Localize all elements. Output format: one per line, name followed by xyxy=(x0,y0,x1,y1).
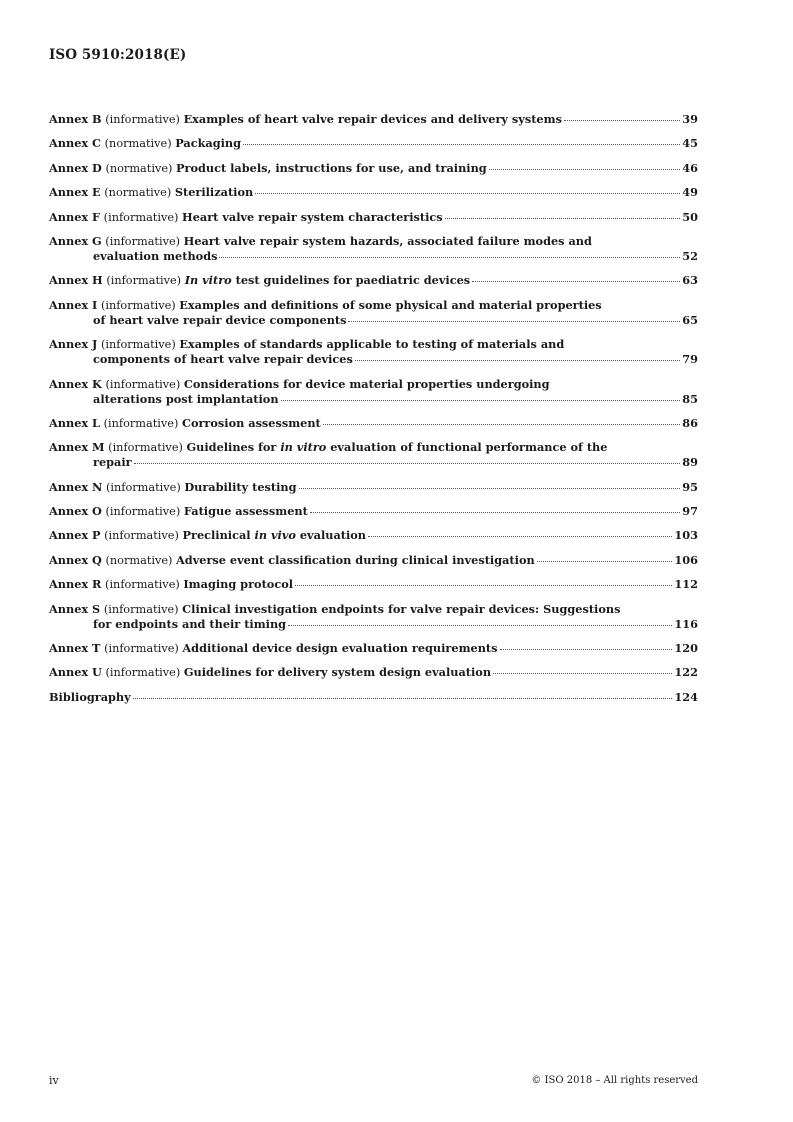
toc-entry-page: 45 xyxy=(682,136,698,151)
toc-entry-title: alterations post implantation xyxy=(93,391,279,406)
toc-entry-title: Imaging protocol xyxy=(183,577,294,592)
toc-entry-label: Annex O xyxy=(49,504,102,519)
toc-entry-type: (informative) xyxy=(108,441,183,455)
toc-entry-page: 65 xyxy=(682,312,698,327)
toc-entry-title: Heart valve repair system characteristics xyxy=(182,209,443,224)
dot-leader xyxy=(564,120,680,121)
toc-entry-type: (informative) xyxy=(105,234,181,248)
toc-entry-title: Considerations for device material properties undergoing xyxy=(183,376,550,391)
toc-entry-type: (informative) xyxy=(105,505,181,519)
dot-leader xyxy=(288,625,672,626)
toc-entry-title: Fatigue assessment xyxy=(183,504,308,519)
toc-entry-title: evaluation methods xyxy=(93,248,218,263)
toc-entry-type: (informative) xyxy=(105,578,180,592)
toc-entry-page: 63 xyxy=(682,273,698,288)
dot-leader xyxy=(323,424,680,425)
toc-entry-title: Examples of standards applicable to testing of materials and xyxy=(179,337,565,352)
toc-entry[interactable] xyxy=(49,641,698,656)
toc-entry-label: Annex G xyxy=(49,233,102,248)
toc-entry-page: 49 xyxy=(682,185,698,200)
toc-entry-title: Examples and definitions of some physical and material properties xyxy=(179,297,602,312)
toc-entry-type: (informative) xyxy=(105,480,181,494)
toc-entry[interactable] xyxy=(49,298,698,328)
toc-entry[interactable] xyxy=(49,112,698,127)
dot-leader xyxy=(310,512,680,513)
dot-leader xyxy=(133,698,673,699)
toc-entry-title: Product labels, instructions for use, and training xyxy=(176,160,487,175)
toc-entry-type: (informative) xyxy=(103,602,179,616)
toc-entry-page: 103 xyxy=(674,528,698,543)
toc-entry-label: Annex D xyxy=(49,160,102,175)
toc-entry[interactable] xyxy=(49,273,698,288)
toc-entry-title: Durability testing xyxy=(184,479,297,494)
toc-entry-title: Corrosion assessment xyxy=(181,415,321,430)
toc-entry[interactable] xyxy=(49,234,698,264)
toc-entry-title: for endpoints and their timing xyxy=(93,616,287,631)
dot-leader xyxy=(255,193,680,194)
toc-entry-page: 79 xyxy=(682,352,698,367)
document-header-title: ISO 5910:2018(E) xyxy=(49,47,187,63)
dot-leader xyxy=(472,281,680,282)
toc-entry[interactable] xyxy=(49,136,698,151)
dot-leader xyxy=(493,673,672,674)
toc-entry-title-italic: in vivo xyxy=(254,528,296,543)
toc-entry-type: (normative) xyxy=(105,161,173,175)
toc-entry-title: test guidelines for paediatric devices xyxy=(231,273,471,288)
dot-leader xyxy=(445,218,681,219)
toc-entry-title: Packaging xyxy=(175,136,242,151)
dot-leader xyxy=(295,585,672,586)
toc-entry-title: repair xyxy=(93,455,132,470)
toc-entry-label: Annex C xyxy=(49,136,102,151)
toc-entry[interactable] xyxy=(49,480,698,495)
toc-entry[interactable] xyxy=(49,504,698,519)
toc-entry-title: components of heart valve repair devices xyxy=(93,352,353,367)
toc-entry-label: Annex J xyxy=(49,337,98,352)
toc-entry-title: Heart valve repair system hazards, associated failure modes and xyxy=(183,233,592,248)
toc-entry-label: Annex I xyxy=(49,297,98,312)
toc-entry[interactable] xyxy=(49,602,698,632)
toc-entry-page: 122 xyxy=(674,665,698,680)
toc-entry-page: 46 xyxy=(682,160,698,175)
toc-entry-title: Examples of heart valve repair devices and delivery systems xyxy=(183,112,562,126)
toc-entry-page: 97 xyxy=(682,504,698,519)
toc-entry-page: 86 xyxy=(682,415,698,430)
toc-entry-type: (normative) xyxy=(104,137,172,151)
toc-entry[interactable] xyxy=(49,665,698,680)
toc-entry-title: Additional device design evaluation requirements xyxy=(182,641,498,656)
toc-entry-page: 85 xyxy=(682,391,698,406)
toc-entry-label: Annex U xyxy=(49,665,102,680)
toc-entry-title: Adverse event classification during clinical investigation xyxy=(176,552,535,567)
toc-entry-page: 116 xyxy=(674,616,698,631)
table-of-contents xyxy=(49,112,698,714)
toc-entry-title: evaluation xyxy=(295,528,367,543)
toc-entry-type: (informative) xyxy=(105,113,180,126)
toc-entry-title: Clinical investigation endpoints for valve repair devices: Suggestions xyxy=(182,601,621,616)
toc-entry[interactable] xyxy=(49,161,698,176)
toc-entry-page: 50 xyxy=(682,209,698,224)
toc-entry-page: 120 xyxy=(674,641,698,656)
toc-entry[interactable] xyxy=(49,690,698,705)
dot-leader xyxy=(281,400,681,401)
toc-entry-type: (informative) xyxy=(105,666,181,680)
toc-entry-label: Annex L xyxy=(49,415,100,430)
toc-entry-type: (informative) xyxy=(103,416,179,430)
toc-entry[interactable] xyxy=(49,210,698,225)
page-number: iv xyxy=(49,1074,59,1087)
toc-entry[interactable] xyxy=(49,337,698,367)
toc-entry-title-part: Guidelines for xyxy=(186,440,281,455)
toc-entry-label: Annex R xyxy=(49,577,102,592)
toc-entry-label: Annex N xyxy=(49,479,103,494)
toc-entry-title: evaluation of functional performance of the xyxy=(326,440,608,455)
toc-entry-title: Guidelines for delivery system design evaluation xyxy=(183,665,492,680)
dot-leader xyxy=(368,536,672,537)
dot-leader xyxy=(243,144,680,145)
toc-entry-type: (informative) xyxy=(104,642,179,656)
dot-leader xyxy=(355,360,680,361)
toc-entry-type: (informative) xyxy=(100,298,176,312)
toc-entry-label: Annex Q xyxy=(49,552,102,567)
toc-entry-page: 95 xyxy=(682,479,698,494)
toc-entry-type: (normative) xyxy=(104,186,172,200)
toc-entry[interactable] xyxy=(49,416,698,431)
toc-entry[interactable] xyxy=(49,577,698,592)
toc-entry-type: (informative) xyxy=(103,210,179,224)
toc-entry[interactable] xyxy=(49,553,698,568)
toc-entry[interactable] xyxy=(49,440,698,470)
toc-entry-label: Annex P xyxy=(49,528,101,543)
toc-entry-type: (informative) xyxy=(101,338,176,352)
toc-entry-title-part: Preclinical xyxy=(182,528,255,543)
toc-entry-type: (informative) xyxy=(104,529,179,543)
dot-leader xyxy=(537,561,673,562)
toc-entry-title-italic: In vitro xyxy=(184,273,232,288)
toc-entry-page: 124 xyxy=(674,689,698,704)
toc-entry-title: Sterilization xyxy=(174,185,254,200)
toc-entry-type: (normative) xyxy=(105,553,173,567)
toc-entry-type: (informative) xyxy=(106,274,182,288)
toc-entry[interactable] xyxy=(49,377,698,407)
copyright-notice: © ISO 2018 – All rights reserved xyxy=(531,1075,698,1086)
dot-leader xyxy=(348,321,680,322)
toc-entry-page: 106 xyxy=(674,552,698,567)
toc-entry[interactable] xyxy=(49,185,698,200)
toc-entry-title: of heart valve repair device components xyxy=(93,312,347,327)
toc-entry-label: Annex H xyxy=(49,273,103,288)
toc-entry-title-italic: in vitro xyxy=(280,440,327,455)
toc-entry-page: 89 xyxy=(682,455,698,470)
toc-entry[interactable] xyxy=(49,528,698,543)
toc-entry-label: Annex F xyxy=(49,209,101,224)
dot-leader xyxy=(299,488,681,489)
toc-entry-label: Annex B xyxy=(49,112,102,126)
toc-entry-label: Annex K xyxy=(49,376,102,391)
toc-entry-page: 112 xyxy=(674,577,698,592)
toc-entry-page: 52 xyxy=(682,248,698,263)
toc-entry-page: 39 xyxy=(682,112,698,126)
toc-entry-type: (informative) xyxy=(105,377,181,391)
toc-entry-label: Annex M xyxy=(49,440,105,455)
toc-entry-label: Bibliography xyxy=(49,689,131,704)
dot-leader xyxy=(500,649,673,650)
dot-leader xyxy=(134,463,681,464)
toc-entry-label: Annex S xyxy=(49,601,101,616)
dot-leader xyxy=(219,257,680,258)
toc-entry-label: Annex T xyxy=(49,641,101,656)
toc-entry-label: Annex E xyxy=(49,185,101,200)
dot-leader xyxy=(489,169,681,170)
